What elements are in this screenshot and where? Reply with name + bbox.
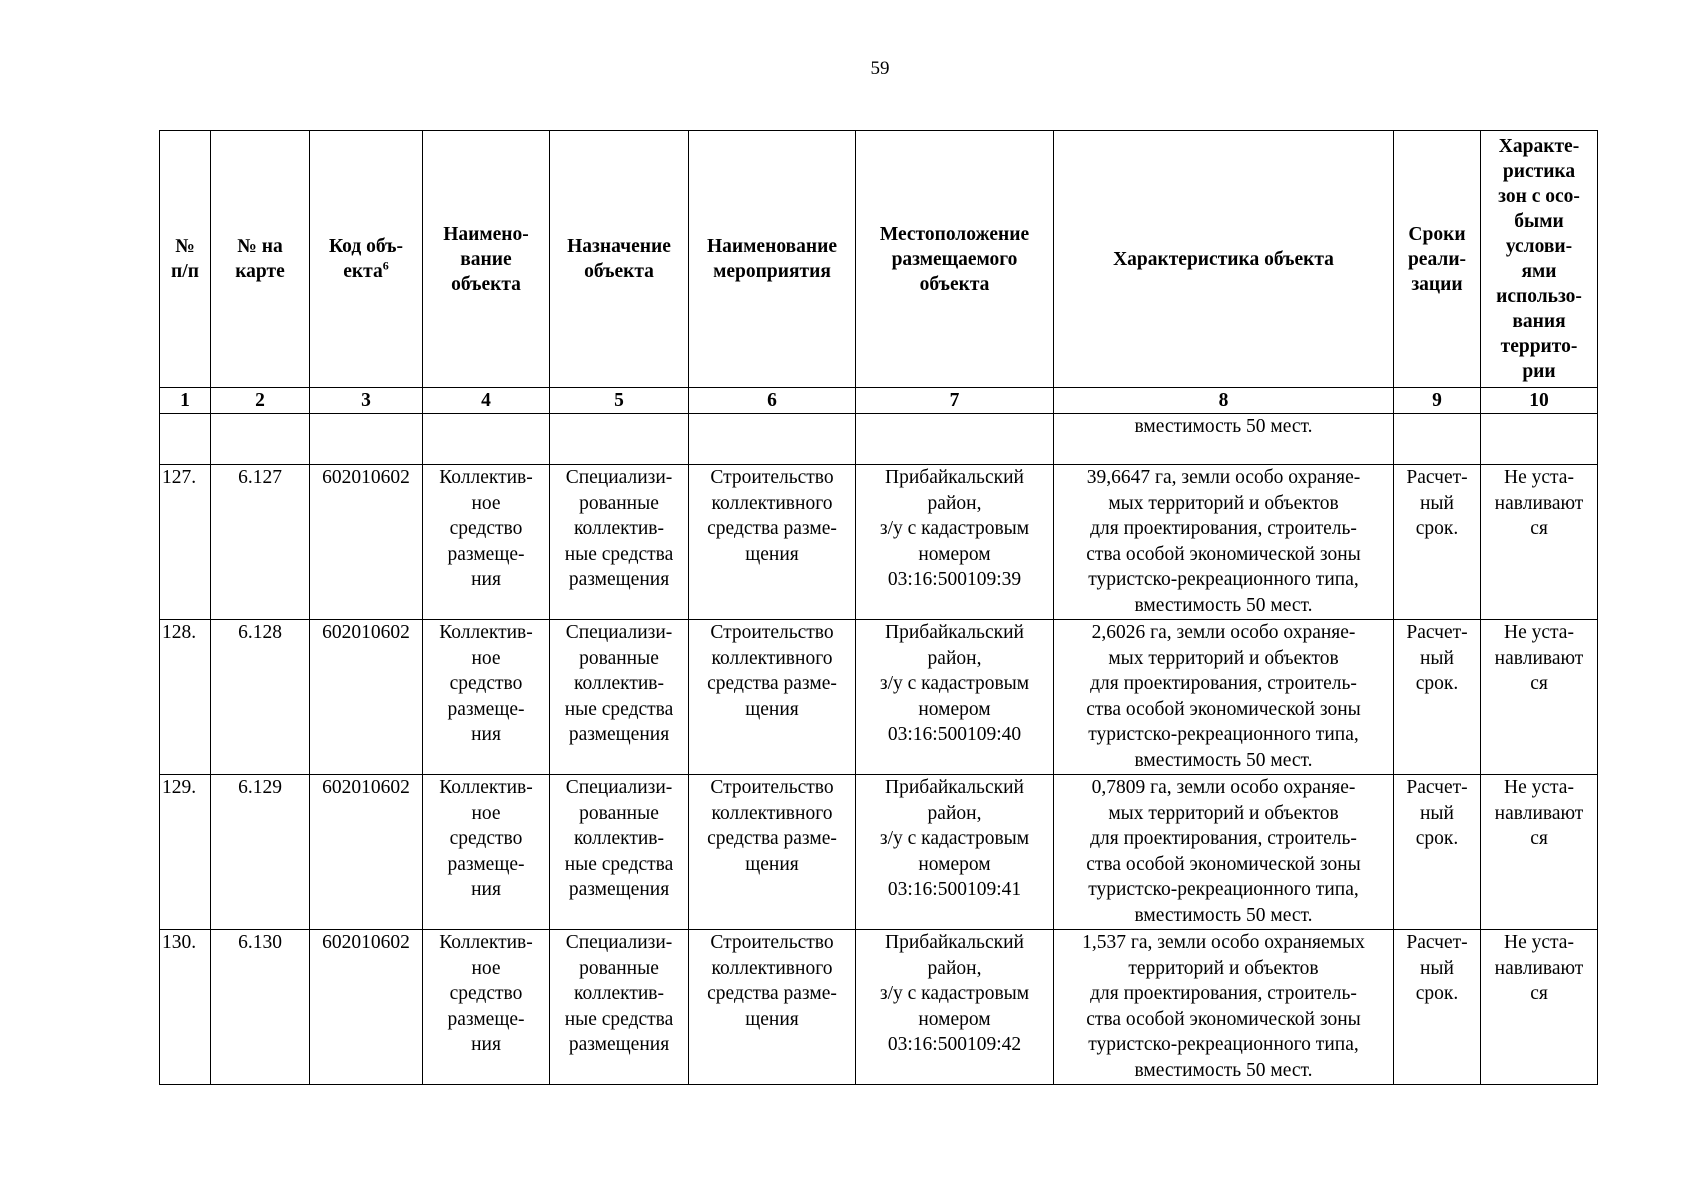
implementation-term-line: Расчет-	[1406, 622, 1468, 643]
footnote-marker: 6	[382, 258, 389, 273]
zone-characteristic	[1481, 930, 1598, 1085]
header-line: ями	[1521, 261, 1557, 282]
object-location-line: 03:16:500109:40	[887, 724, 1022, 745]
implementation-term-line: ный	[1420, 802, 1454, 824]
table-row	[160, 620, 1598, 775]
zone-characteristic-line: ся	[1530, 983, 1548, 1004]
object-location-line: район,	[927, 647, 982, 669]
object-name-line: средство	[449, 828, 523, 849]
object-location-line: з/у с кадастровым	[879, 673, 1030, 694]
object-purpose-line: рованные	[579, 957, 659, 979]
header-row	[160, 131, 1598, 388]
object-name-line: ния	[471, 879, 501, 900]
object-location-line: район,	[927, 957, 982, 979]
map-number: 6.127	[211, 465, 310, 620]
column-number: 8	[1054, 388, 1394, 414]
column-number: 1	[160, 388, 211, 414]
header-line: № на	[237, 236, 283, 257]
column-number: 6	[689, 388, 856, 414]
column-number: 10	[1481, 388, 1598, 414]
header-line: рии	[1522, 361, 1556, 382]
header-cell	[423, 131, 550, 388]
header-line: п/п	[171, 261, 199, 282]
object-characteristic-line: вместимость 50 мест.	[1134, 749, 1313, 771]
object-purpose-line: Специализи-	[565, 777, 673, 798]
zone-characteristic-line: ся	[1530, 673, 1548, 694]
object-purpose	[550, 620, 689, 775]
object-characteristic-line: ства особой экономической зоны	[1086, 1008, 1361, 1030]
object-purpose-line: размещения	[568, 724, 670, 745]
object-characteristic-line: 2,6026 га, земли особо охраняе-	[1091, 622, 1356, 643]
column-number: 4	[423, 388, 550, 414]
object-location	[856, 775, 1054, 930]
object-name-line: Коллектив-	[439, 467, 533, 488]
object-characteristic-line: вместимость 50 мест.	[1134, 594, 1313, 616]
column-number: 2	[211, 388, 310, 414]
continuation-characteristic: вместимость 50 мест.	[1054, 414, 1394, 465]
objects-table	[159, 130, 1598, 1085]
object-location-line: 03:16:500109:39	[887, 569, 1022, 590]
header-line: ристика	[1502, 161, 1576, 182]
object-characteristic	[1054, 930, 1394, 1085]
object-characteristic-line: для проектирования, строитель-	[1090, 673, 1357, 694]
header-line: Характе-	[1498, 136, 1580, 157]
zone-characteristic-line: навливают	[1494, 492, 1584, 514]
row-number: 129.	[160, 775, 211, 930]
header-line: использо-	[1496, 286, 1582, 307]
zone-characteristic-line: Не уста-	[1504, 467, 1574, 488]
implementation-term-line: срок.	[1415, 518, 1459, 539]
header-line: карте	[235, 261, 285, 282]
header-line-text: екта	[343, 261, 383, 282]
object-location-line: номером	[918, 543, 991, 565]
map-number: 6.129	[211, 775, 310, 930]
measure-name-line: коллективного	[711, 647, 833, 669]
object-characteristic-line: мых территорий и объектов	[1108, 647, 1339, 669]
object-location-line: номером	[918, 698, 991, 720]
zone-characteristic-line: Не уста-	[1504, 622, 1574, 643]
column-number: 9	[1394, 388, 1481, 414]
object-location-line: номером	[918, 853, 991, 875]
implementation-term	[1394, 465, 1481, 620]
header-line: Наимено-	[443, 223, 529, 245]
object-code: 602010602	[310, 775, 423, 930]
object-purpose-line: Специализи-	[565, 622, 673, 643]
header-line: вание	[460, 248, 512, 270]
object-characteristic	[1054, 465, 1394, 620]
measure-name-line: Строительство	[710, 467, 834, 488]
row-number: 127.	[160, 465, 211, 620]
measure-name-line: средства разме-	[707, 673, 837, 694]
zone-characteristic-line: ся	[1530, 518, 1548, 539]
object-location	[856, 465, 1054, 620]
measure-name	[689, 465, 856, 620]
implementation-term-line: Расчет-	[1406, 467, 1468, 488]
object-name-line: размеще-	[447, 698, 525, 720]
measure-name-line: средства разме-	[707, 828, 837, 849]
header-line: услови-	[1505, 236, 1573, 257]
header-line: Код объ-	[329, 236, 403, 257]
object-name	[423, 775, 550, 930]
object-characteristic-line: территорий и объектов	[1128, 957, 1319, 979]
object-purpose-line: размещения	[568, 569, 670, 590]
object-name-line: размеще-	[447, 543, 525, 565]
object-name-line: ния	[471, 724, 501, 745]
header-cell	[1054, 131, 1394, 388]
header-line: Местоположение	[879, 223, 1030, 245]
object-characteristic-line: 0,7809 га, земли особо охраняе-	[1091, 777, 1356, 798]
header-line: Назначение	[567, 236, 671, 257]
object-purpose-line: ные средства	[564, 1008, 674, 1030]
implementation-term-line: Расчет-	[1406, 777, 1468, 798]
column-number-row	[160, 388, 1598, 414]
zone-characteristic	[1481, 620, 1598, 775]
object-location-line: район,	[927, 492, 982, 514]
implementation-term-line: срок.	[1415, 828, 1459, 849]
measure-name	[689, 775, 856, 930]
zone-characteristic-line: Не уста-	[1504, 777, 1574, 798]
object-name-line: ное	[471, 957, 501, 979]
zone-characteristic	[1481, 775, 1598, 930]
object-purpose-line: рованные	[579, 492, 659, 514]
object-location	[856, 930, 1054, 1085]
header-line: размещаемого	[891, 248, 1018, 270]
object-characteristic-line: вместимость 50 мест.	[1134, 904, 1313, 926]
object-purpose-line: ные средства	[564, 543, 674, 565]
zone-characteristic-line: навливают	[1494, 802, 1584, 824]
object-purpose-line: коллектив-	[574, 983, 664, 1004]
header-cell	[1394, 131, 1481, 388]
measure-name	[689, 930, 856, 1085]
object-purpose-line: ные средства	[564, 853, 674, 875]
header-line: террито-	[1500, 336, 1578, 357]
object-purpose-line: Специализи-	[565, 932, 673, 953]
object-characteristic-line: туристско-рекреационного типа,	[1088, 724, 1359, 745]
header-line: Характеристика объекта	[1113, 248, 1334, 270]
object-characteristic-line: туристско-рекреационного типа,	[1088, 879, 1359, 900]
object-name-line: ное	[471, 802, 501, 824]
object-location-line: Прибайкальский	[885, 932, 1024, 953]
row-number: 130.	[160, 930, 211, 1085]
table-row	[160, 775, 1598, 930]
object-characteristic-line: для проектирования, строитель-	[1090, 983, 1357, 1004]
column-number: 7	[856, 388, 1054, 414]
header-line: объекта	[919, 273, 990, 295]
object-name-line: ное	[471, 647, 501, 669]
header-cell	[689, 131, 856, 388]
object-characteristic-line: для проектирования, строитель-	[1090, 828, 1357, 849]
object-location-line: район,	[927, 802, 982, 824]
header-line: объекта	[451, 273, 521, 295]
object-location-line: з/у с кадастровым	[879, 983, 1030, 1004]
object-location-line: номером	[918, 1008, 991, 1030]
measure-name-line: щения	[745, 853, 799, 875]
measure-name-line: коллективного	[711, 957, 833, 979]
header-cell	[310, 131, 423, 388]
object-code: 602010602	[310, 465, 423, 620]
object-purpose-line: размещения	[568, 879, 670, 900]
data-rows	[160, 465, 1598, 1085]
measure-name-line: средства разме-	[707, 983, 837, 1004]
map-number: 6.130	[211, 930, 310, 1085]
table-row	[160, 930, 1598, 1085]
object-name-line: размеще-	[447, 1008, 525, 1030]
measure-name-line: щения	[745, 1008, 799, 1030]
measure-name-line: Строительство	[710, 932, 834, 953]
object-location-line: з/у с кадастровым	[879, 828, 1030, 849]
header-line: зон с осо-	[1498, 186, 1580, 207]
object-characteristic-line: 39,6647 га, земли особо охраняе-	[1086, 467, 1361, 488]
column-number: 5	[550, 388, 689, 414]
implementation-term-line: Расчет-	[1406, 932, 1468, 953]
header-line: быми	[1514, 211, 1564, 232]
object-characteristic	[1054, 620, 1394, 775]
header-line: объекта	[584, 261, 654, 282]
object-name-line: Коллектив-	[439, 777, 533, 798]
header-line: вания	[1512, 311, 1566, 332]
header-cell	[1481, 131, 1598, 388]
header-line	[312, 259, 420, 284]
row-number: 128.	[160, 620, 211, 775]
object-location-line: Прибайкальский	[885, 467, 1024, 488]
object-purpose-line: рованные	[579, 802, 659, 824]
object-purpose-line: рованные	[579, 647, 659, 669]
object-purpose-line: коллектив-	[574, 673, 664, 694]
continuation-row	[160, 414, 1598, 465]
object-purpose	[550, 465, 689, 620]
zone-characteristic-line: Не уста-	[1504, 932, 1574, 953]
object-characteristic-line: мых территорий и объектов	[1108, 492, 1339, 514]
zone-characteristic-line: навливают	[1494, 957, 1584, 979]
object-characteristic-line: туристско-рекреационного типа,	[1088, 569, 1359, 590]
implementation-term-line: ный	[1420, 957, 1454, 979]
object-characteristic-line: вместимость 50 мест.	[1134, 1059, 1313, 1081]
object-characteristic-line: ства особой экономической зоны	[1086, 543, 1361, 565]
implementation-term	[1394, 620, 1481, 775]
header-line: №	[175, 236, 195, 257]
object-location-line: 03:16:500109:41	[887, 879, 1022, 900]
table-row	[160, 465, 1598, 620]
header-line: реали-	[1407, 248, 1467, 270]
measure-name-line: Строительство	[710, 777, 834, 798]
object-purpose-line: коллектив-	[574, 518, 664, 539]
implementation-term-line: ный	[1420, 492, 1454, 514]
object-name-line: средство	[449, 673, 523, 694]
object-purpose-line: ные средства	[564, 698, 674, 720]
object-name-line: средство	[449, 983, 523, 1004]
header-line: мероприятия	[713, 261, 831, 282]
object-characteristic-line: мых территорий и объектов	[1108, 802, 1339, 824]
object-purpose	[550, 775, 689, 930]
object-characteristic-line: 1,537 га, земли особо охраняемых	[1082, 932, 1365, 953]
object-name-line: ния	[471, 1034, 501, 1055]
column-number: 3	[310, 388, 423, 414]
object-characteristic-line: ства особой экономической зоны	[1086, 853, 1361, 875]
object-purpose-line: Специализи-	[565, 467, 673, 488]
object-characteristic-line: для проектирования, строитель-	[1090, 518, 1357, 539]
header-cell	[550, 131, 689, 388]
measure-name	[689, 620, 856, 775]
object-name	[423, 930, 550, 1085]
object-name-line: ния	[471, 569, 501, 590]
object-name	[423, 620, 550, 775]
object-location-line: Прибайкальский	[885, 622, 1024, 643]
header-cell	[211, 131, 310, 388]
measure-name-line: щения	[745, 698, 799, 720]
header-line: Наименование	[707, 236, 837, 257]
implementation-term	[1394, 930, 1481, 1085]
map-number: 6.128	[211, 620, 310, 775]
object-characteristic	[1054, 775, 1394, 930]
object-purpose-line: коллектив-	[574, 828, 664, 849]
object-purpose-line: размещения	[568, 1034, 670, 1055]
object-code: 602010602	[310, 930, 423, 1085]
object-characteristic-line: туристско-рекреационного типа,	[1088, 1034, 1359, 1055]
zone-characteristic	[1481, 465, 1598, 620]
implementation-term-line: ный	[1420, 647, 1454, 669]
implementation-term	[1394, 775, 1481, 930]
object-name-line: Коллектив-	[439, 622, 533, 643]
object-purpose	[550, 930, 689, 1085]
page-number: 59	[870, 58, 890, 79]
zone-characteristic-line: ся	[1530, 828, 1548, 849]
object-location-line: Прибайкальский	[885, 777, 1024, 798]
measure-name-line: щения	[745, 543, 799, 565]
object-location-line: 03:16:500109:42	[887, 1034, 1022, 1055]
header-line: зации	[1411, 273, 1463, 295]
object-code: 602010602	[310, 620, 423, 775]
object-name-line: размеще-	[447, 853, 525, 875]
object-location	[856, 620, 1054, 775]
header-cell	[856, 131, 1054, 388]
measure-name-line: коллективного	[711, 492, 833, 514]
measure-name-line: Строительство	[710, 622, 834, 643]
header-cell	[160, 131, 211, 388]
implementation-term-line: срок.	[1415, 983, 1459, 1004]
measure-name-line: средства разме-	[707, 518, 837, 539]
object-name-line: ное	[471, 492, 501, 514]
measure-name-line: коллективного	[711, 802, 833, 824]
object-characteristic-line: ства особой экономической зоны	[1086, 698, 1361, 720]
object-name-line: средство	[449, 518, 523, 539]
object-location-line: з/у с кадастровым	[879, 518, 1030, 539]
implementation-term-line: срок.	[1415, 673, 1459, 694]
object-name	[423, 465, 550, 620]
zone-characteristic-line: навливают	[1494, 647, 1584, 669]
header-line: Сроки	[1408, 223, 1466, 245]
object-name-line: Коллектив-	[439, 932, 533, 953]
